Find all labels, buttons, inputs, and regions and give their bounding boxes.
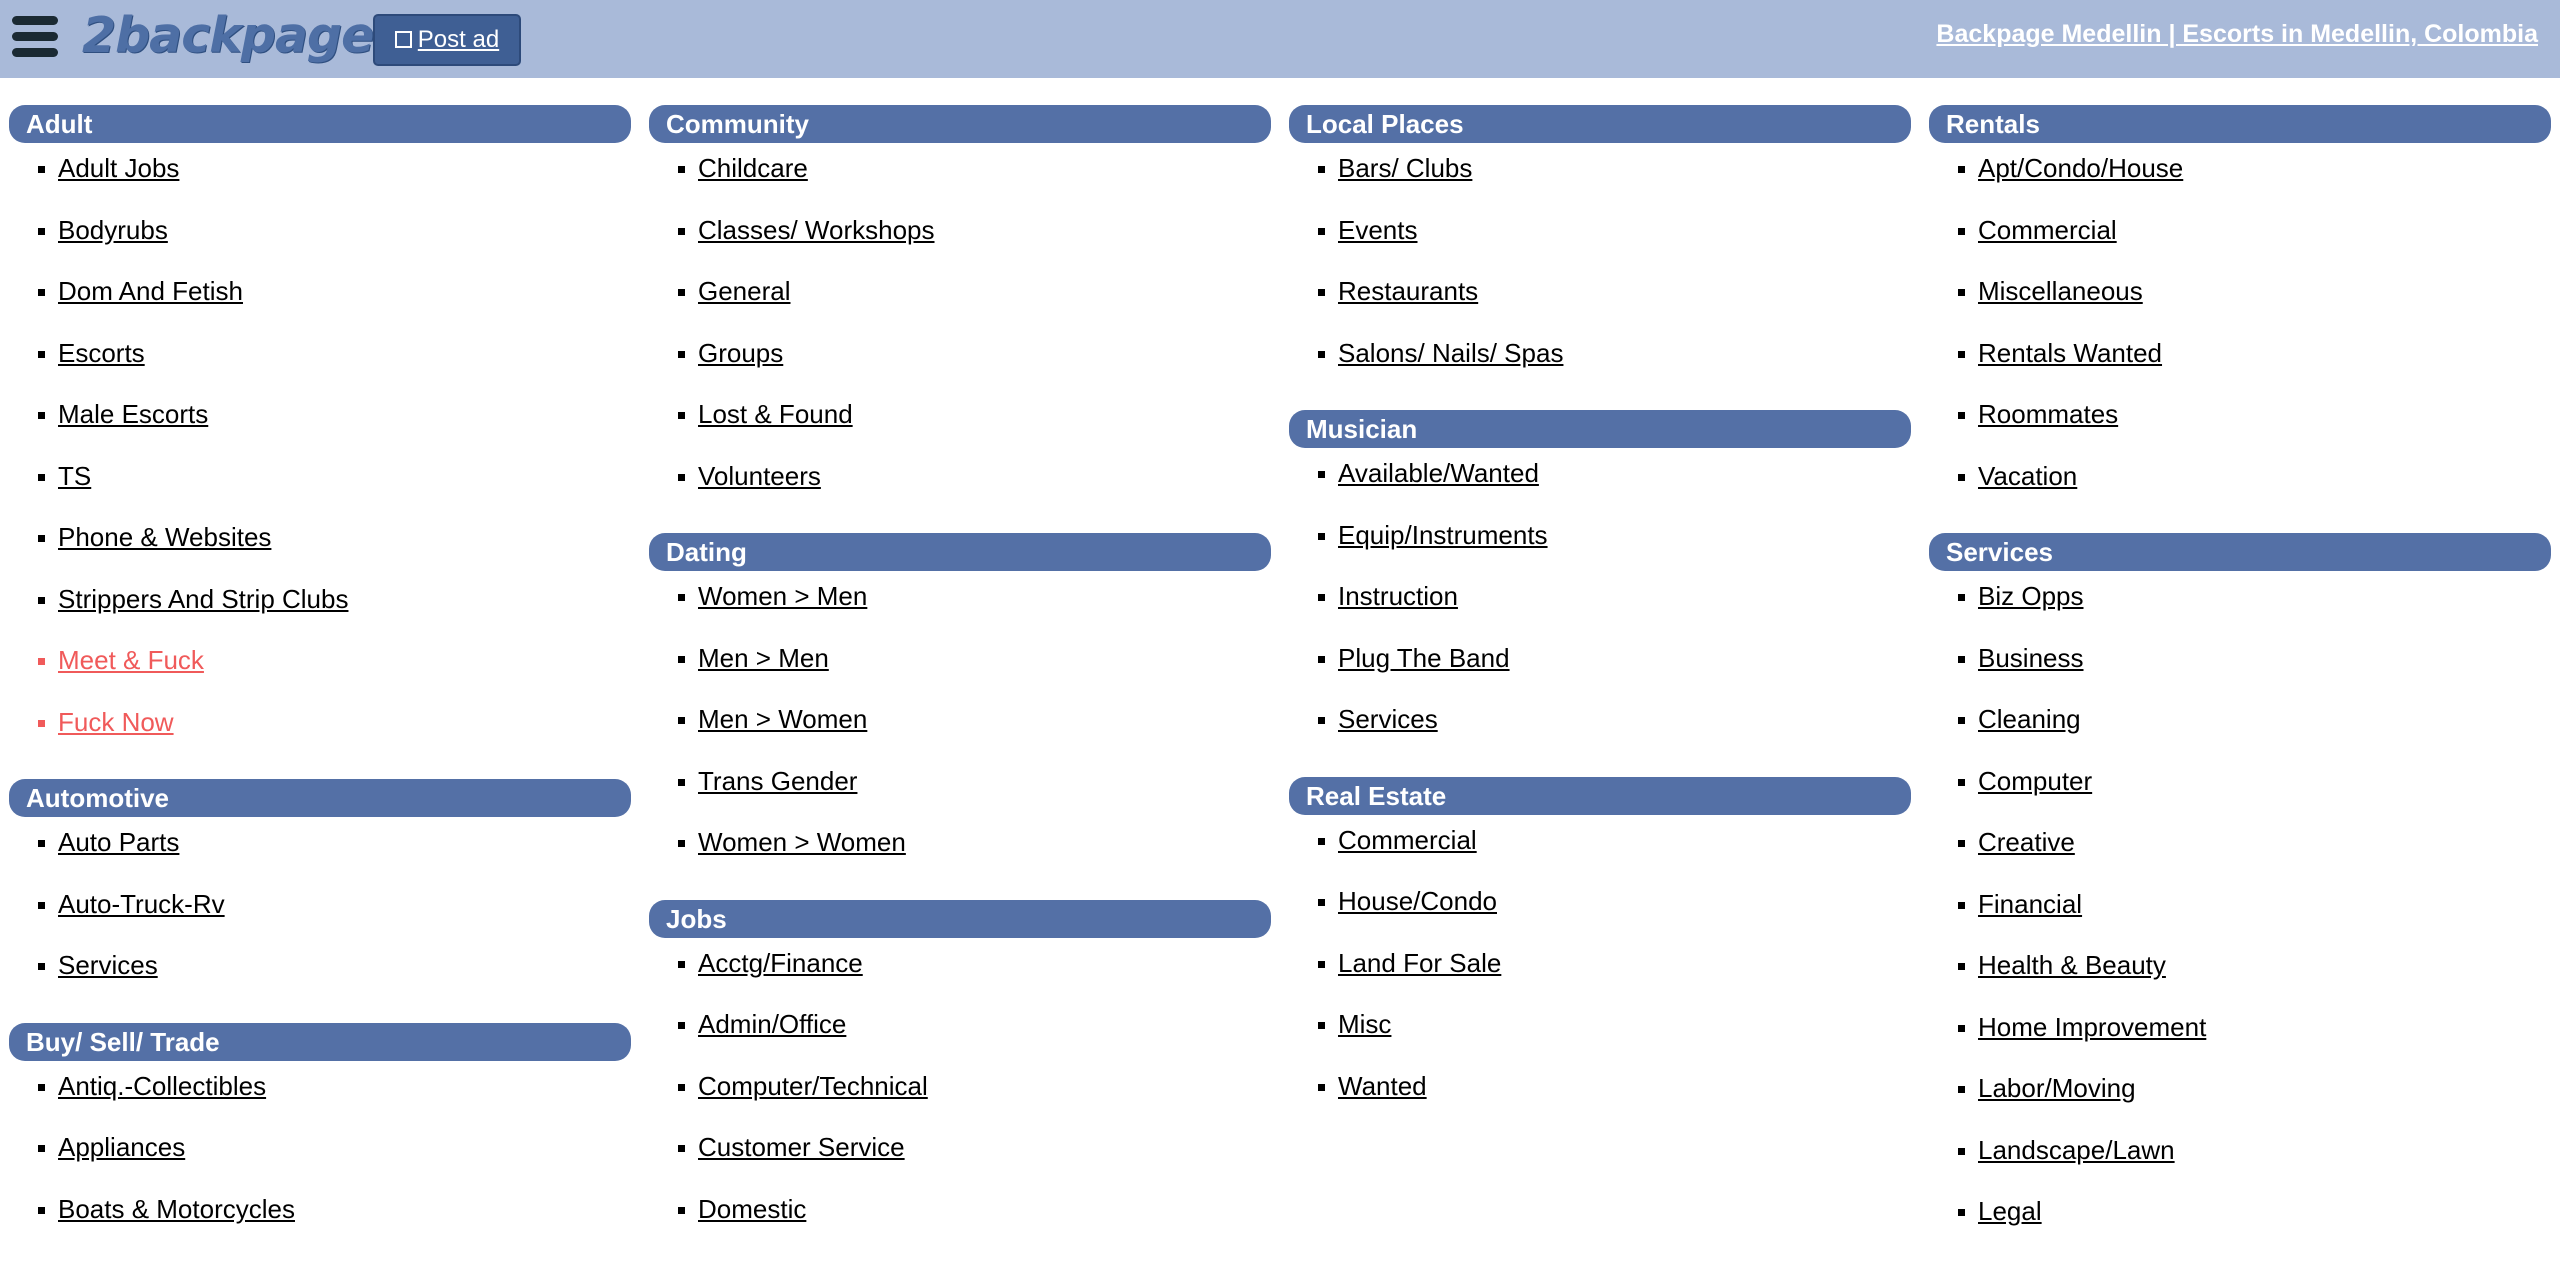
category-link-boats-motorcycles[interactable]: Boats & Motorcycles [58,1193,295,1224]
list-item [9,1061,631,1123]
site-title-link[interactable]: Backpage Medellin | Escorts in Medellin, Colombia [1936,20,2538,48]
category-link-commercial[interactable]: Commercial [1978,214,2117,245]
list-item [649,694,1271,756]
category-list [649,571,1271,879]
category-column-4 [1929,105,2551,1269]
list-item [1289,938,1911,1000]
category-link-restaurants[interactable]: Restaurants [1338,276,1479,306]
list-item [649,633,1271,695]
section-adult [9,105,631,758]
section-community [649,105,1271,512]
category-link-antiq-collectibles[interactable]: Antiq.-Collectibles [58,1070,267,1101]
section-header: Local Places [1289,105,1911,143]
list-item [649,1061,1271,1123]
list-item [649,1184,1271,1246]
list-item [1929,1186,2551,1248]
list-item [9,328,631,390]
list-item [9,451,631,513]
category-link-events[interactable]: Events [1338,214,1418,245]
list-item [1929,879,2551,941]
category-list [649,143,1271,512]
list-item [1289,815,1911,877]
list-item [9,205,631,267]
list-item [649,999,1271,1061]
header-bar [0,0,2560,78]
section-automotive [9,779,631,1002]
list-item [1289,266,1911,328]
list-item [1929,817,2551,879]
section-jobs [649,900,1271,1246]
category-link-equip-instruments[interactable]: Equip/Instruments [1338,519,1548,550]
section-real-estate [1289,777,1911,1123]
list-item [1929,694,2551,756]
list-item [649,938,1271,1000]
section-musician [1289,410,1911,756]
category-link-ts[interactable]: TS [58,460,92,491]
list-item [649,389,1271,451]
category-link-vacation[interactable]: Vacation [1978,460,2078,491]
list-item [1929,756,2551,818]
section-header: Services [1929,533,2551,571]
list-item [1289,571,1911,633]
list-item [1929,451,2551,513]
list-item [1929,940,2551,1002]
list-item [1929,571,2551,633]
section-header: Real Estate [1289,777,1911,815]
category-link-men-men[interactable]: Men > Men [698,642,829,673]
category-link-general[interactable]: General [698,276,791,306]
list-item [1289,448,1911,510]
category-link-groups[interactable]: Groups [698,337,784,368]
category-list [1289,143,1911,389]
section-local-places [1289,105,1911,389]
section-dating [649,533,1271,879]
category-link-trans-gender[interactable]: Trans Gender [698,765,858,796]
list-item [1929,389,2551,451]
list-item [9,1122,631,1184]
list-item [1929,328,2551,390]
category-link-appliances[interactable]: Appliances [58,1132,186,1162]
list-item [9,574,631,636]
list-item [9,266,631,328]
category-link-miscellaneous[interactable]: Miscellaneous [1978,276,2143,306]
list-item [9,1184,631,1246]
list-item [9,512,631,574]
list-item [1929,1002,2551,1064]
list-item [1289,633,1911,695]
category-link-instruction[interactable]: Instruction [1338,581,1458,611]
category-link-computer-technical[interactable]: Computer/Technical [698,1070,928,1101]
list-item [1929,1125,2551,1187]
category-link-phone-websites[interactable]: Phone & Websites [58,522,272,552]
section-header: Adult [9,105,631,143]
category-link-auto-truck-rv[interactable]: Auto-Truck-Rv [58,888,225,919]
category-link-financial[interactable]: Financial [1978,888,2083,919]
list-item [9,697,631,759]
category-link-escorts[interactable]: Escorts [58,337,145,368]
category-link-auto-parts[interactable]: Auto Parts [58,827,180,857]
list-item [649,266,1271,328]
list-item [1289,205,1911,267]
category-link-plug-the-band[interactable]: Plug The Band [1338,642,1510,673]
category-link-services[interactable]: Services [58,950,158,980]
category-link-house-condo[interactable]: House/Condo [1338,886,1497,916]
list-item [1929,1063,2551,1125]
category-link-lost-found[interactable]: Lost & Found [698,399,853,429]
list-item [649,817,1271,879]
category-link-roommates[interactable]: Roommates [1978,399,2119,429]
category-link-apt-condo-house[interactable]: Apt/Condo/House [1978,153,2184,183]
list-item [1289,694,1911,756]
section-buy-sell-trade [9,1023,631,1246]
category-link-classes-workshops[interactable]: Classes/ Workshops [698,214,935,245]
section-header: Musician [1289,410,1911,448]
category-link-bodyrubs[interactable]: Bodyrubs [58,214,168,245]
list-item [1929,205,2551,267]
list-item [9,143,631,205]
category-link-computer[interactable]: Computer [1978,765,2093,796]
category-link-business[interactable]: Business [1978,642,2084,673]
category-link-dom-and-fetish[interactable]: Dom And Fetish [58,276,243,306]
category-link-volunteers[interactable]: Volunteers [698,460,821,491]
category-list [1289,815,1911,1123]
category-column-3 [1289,105,1911,1143]
category-list [1929,143,2551,512]
section-rentals [1929,105,2551,512]
section-header: Jobs [649,900,1271,938]
list-item [9,940,631,1002]
category-link-men-women[interactable]: Men > Women [698,704,868,734]
category-link-meet-fuck[interactable]: Meet & Fuck [58,645,204,675]
list-item [1929,266,2551,328]
list-item [649,328,1271,390]
category-link-rentals-wanted[interactable]: Rentals Wanted [1978,337,2163,368]
category-link-cleaning[interactable]: Cleaning [1978,704,2081,734]
category-list [9,1061,631,1246]
list-item [9,635,631,697]
category-link-women-women[interactable]: Women > Women [698,827,906,857]
section-header: Buy/ Sell/ Trade [9,1023,631,1061]
category-link-labor-moving[interactable]: Labor/Moving [1978,1073,2136,1103]
category-link-landscape-lawn[interactable]: Landscape/Lawn [1978,1134,2175,1165]
section-header: Rentals [1929,105,2551,143]
list-item [1929,143,2551,205]
section-header: Community [649,105,1271,143]
category-link-strippers-and-strip-clubs[interactable]: Strippers And Strip Clubs [58,583,349,614]
category-link-misc[interactable]: Misc [1338,1009,1392,1039]
category-link-fuck-now[interactable]: Fuck Now [58,706,174,737]
category-link-customer-service[interactable]: Customer Service [698,1132,905,1162]
list-item [1289,143,1911,205]
post-ad-button[interactable] [373,14,521,66]
category-list [1289,448,1911,756]
list-item [1929,633,2551,695]
category-link-adult-jobs[interactable]: Adult Jobs [58,153,180,183]
category-link-land-for-sale[interactable]: Land For Sale [1338,947,1502,978]
list-item [649,451,1271,513]
post-ad-label: Post ad [417,26,500,53]
category-link-biz-opps[interactable]: Biz Opps [1978,581,2084,611]
list-item [649,143,1271,205]
list-item [1289,999,1911,1061]
category-link-admin-office[interactable]: Admin/Office [698,1009,847,1039]
category-link-bars-clubs[interactable]: Bars/ Clubs [1338,153,1473,183]
category-link-services[interactable]: Services [1338,704,1438,734]
list-item [649,571,1271,633]
category-link-legal[interactable]: Legal [1978,1196,2042,1226]
category-link-male-escorts[interactable]: Male Escorts [58,399,209,429]
category-link-commercial[interactable]: Commercial [1338,824,1477,855]
menu-icon[interactable] [12,16,58,58]
category-link-salons-nails-spas[interactable]: Salons/ Nails/ Spas [1338,337,1564,368]
checkbox-icon [395,31,412,48]
category-column-1 [9,105,631,1266]
category-list [1929,571,2551,1248]
list-item [9,817,631,879]
list-item [9,879,631,941]
category-link-domestic[interactable]: Domestic [698,1193,807,1224]
list-item [649,205,1271,267]
section-header: Automotive [9,779,631,817]
section-header: Dating [649,533,1271,571]
category-column-2 [649,105,1271,1266]
category-link-available-wanted[interactable]: Available/Wanted [1338,458,1539,488]
list-item [9,389,631,451]
list-item [649,756,1271,818]
category-list [649,938,1271,1246]
list-item [649,1122,1271,1184]
section-services [1929,533,2551,1248]
category-link-acctg-finance[interactable]: Acctg/Finance [698,947,863,978]
list-item [1289,1061,1911,1123]
category-link-health-beauty[interactable]: Health & Beauty [1978,950,2166,980]
site-logo[interactable]: 2backpage [82,7,374,64]
category-link-home-improvement[interactable]: Home Improvement [1978,1011,2207,1042]
category-link-wanted[interactable]: Wanted [1338,1070,1427,1101]
list-item [1289,876,1911,938]
category-link-creative[interactable]: Creative [1978,827,2075,857]
category-link-childcare[interactable]: Childcare [698,153,808,183]
list-item [1289,328,1911,390]
category-list [9,817,631,1002]
list-item [1289,510,1911,572]
category-link-women-men[interactable]: Women > Men [698,581,868,611]
category-list [9,143,631,758]
